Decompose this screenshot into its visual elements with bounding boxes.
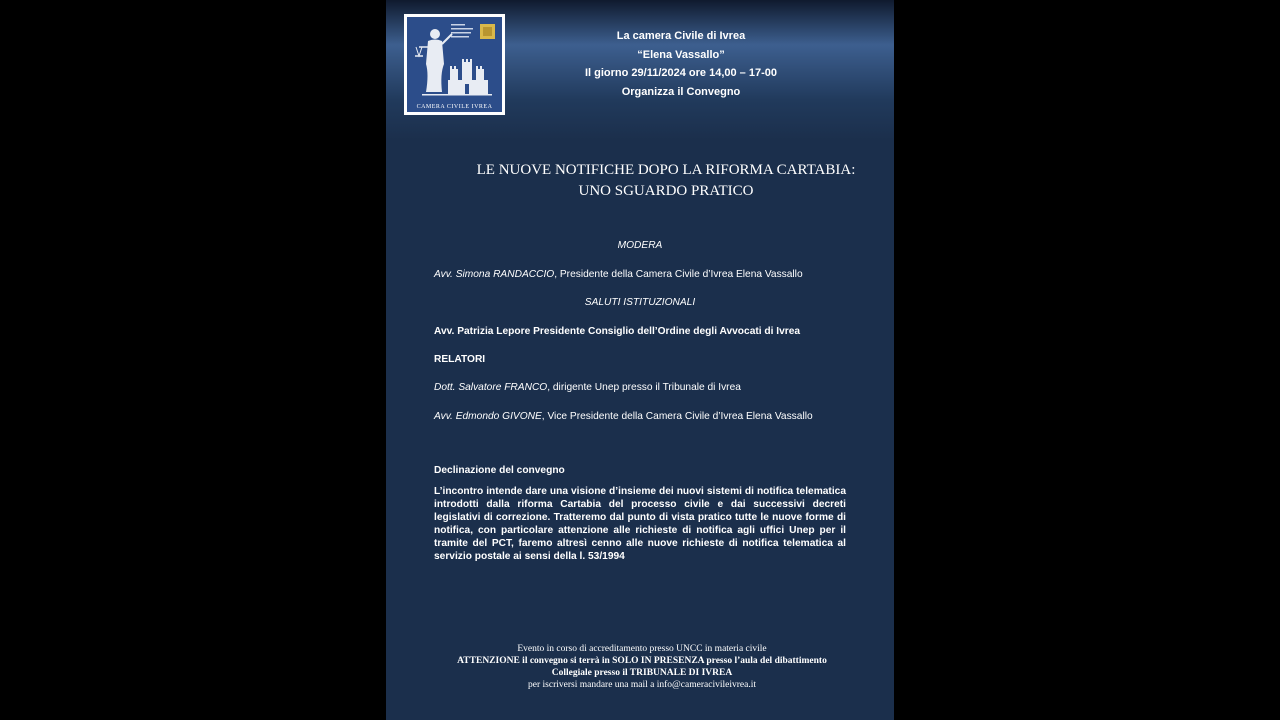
- modera-heading: MODERA: [617, 240, 663, 251]
- footer-accreditation: Evento in corso di accreditamento presso UNCC in materia civile: [517, 644, 767, 654]
- header-dedication: “Elena Vassallo”: [637, 48, 725, 61]
- footer-location: Collegiale presso il TRIBUNALE DI IVREA: [551, 668, 733, 678]
- title-line-2: UNO SGUARDO PRATICO: [578, 183, 754, 199]
- speaker-line: [434, 382, 741, 393]
- speaker-name: Dott. Salvatore FRANCO: [434, 382, 548, 393]
- justice-statue-icon: [404, 14, 505, 115]
- header-organizer: La camera Civile di Ivrea: [616, 30, 746, 42]
- speaker-name: Avv. Edmondo GIVONE: [434, 411, 542, 422]
- event-footer: [386, 643, 894, 691]
- moderator-role: , Presidente della Camera Civile d’Ivrea Elena Vassallo: [554, 269, 803, 280]
- organizer-header: [536, 27, 826, 101]
- header-date-time: Il giorno 29/11/2024 ore 14,00 – 17-00: [584, 67, 777, 79]
- declinazione-text: L’incontro intende dare una visione d’insieme dei nuovi sistemi di notifica telematica introdotti dalla riforma Cartabia del processo civile e dai successivi decreti legislativi di correzione. Tratteremo dal punto di vista pratico tutte le nuove forme di notifica, con particolare attenzione alle richieste di notifica agli uffici Unep per il tramite del PCT, faremo altresì cenno alle nuove richieste di notifica telematica al servizio postale ai sensi della l. 53/1994: [434, 486, 846, 562]
- relatori-heading: RELATORI: [434, 354, 486, 365]
- moderator-line: [434, 269, 803, 280]
- speaker-line: [434, 411, 813, 422]
- event-title: [386, 160, 894, 202]
- event-poster: [386, 0, 894, 720]
- footer-registration: per iscriversi mandare una mail a info@cameracivileivrea.it: [528, 680, 756, 690]
- camera-civile-logo: [404, 14, 505, 115]
- footer-attention: ATTENZIONE il convegno si terrà in SOLO IN PRESENZA presso l’aula del dibattimento: [457, 656, 827, 666]
- header-organizes: Organizza il Convegno: [621, 85, 741, 98]
- title-line-1: LE NUOVE NOTIFICHE DOPO LA RIFORMA CARTABIA:: [476, 162, 856, 178]
- declinazione-heading: Declinazione del convegno: [434, 465, 565, 476]
- speaker-role: , dirigente Unep presso il Tribunale di Ivrea: [547, 382, 741, 393]
- moderator-name: Avv. Simona RANDACCIO: [434, 269, 555, 280]
- logo-caption: CAMERA CIVILE IVREA: [416, 104, 493, 110]
- saluti-speaker: Avv. Patrizia Lepore Presidente Consiglio dell’Ordine degli Avvocati di Ivrea: [434, 326, 801, 337]
- saluti-heading: SALUTI ISTITUZIONALI: [584, 297, 696, 308]
- speaker-role: , Vice Presidente della Camera Civile d’Ivrea Elena Vassallo: [541, 411, 813, 422]
